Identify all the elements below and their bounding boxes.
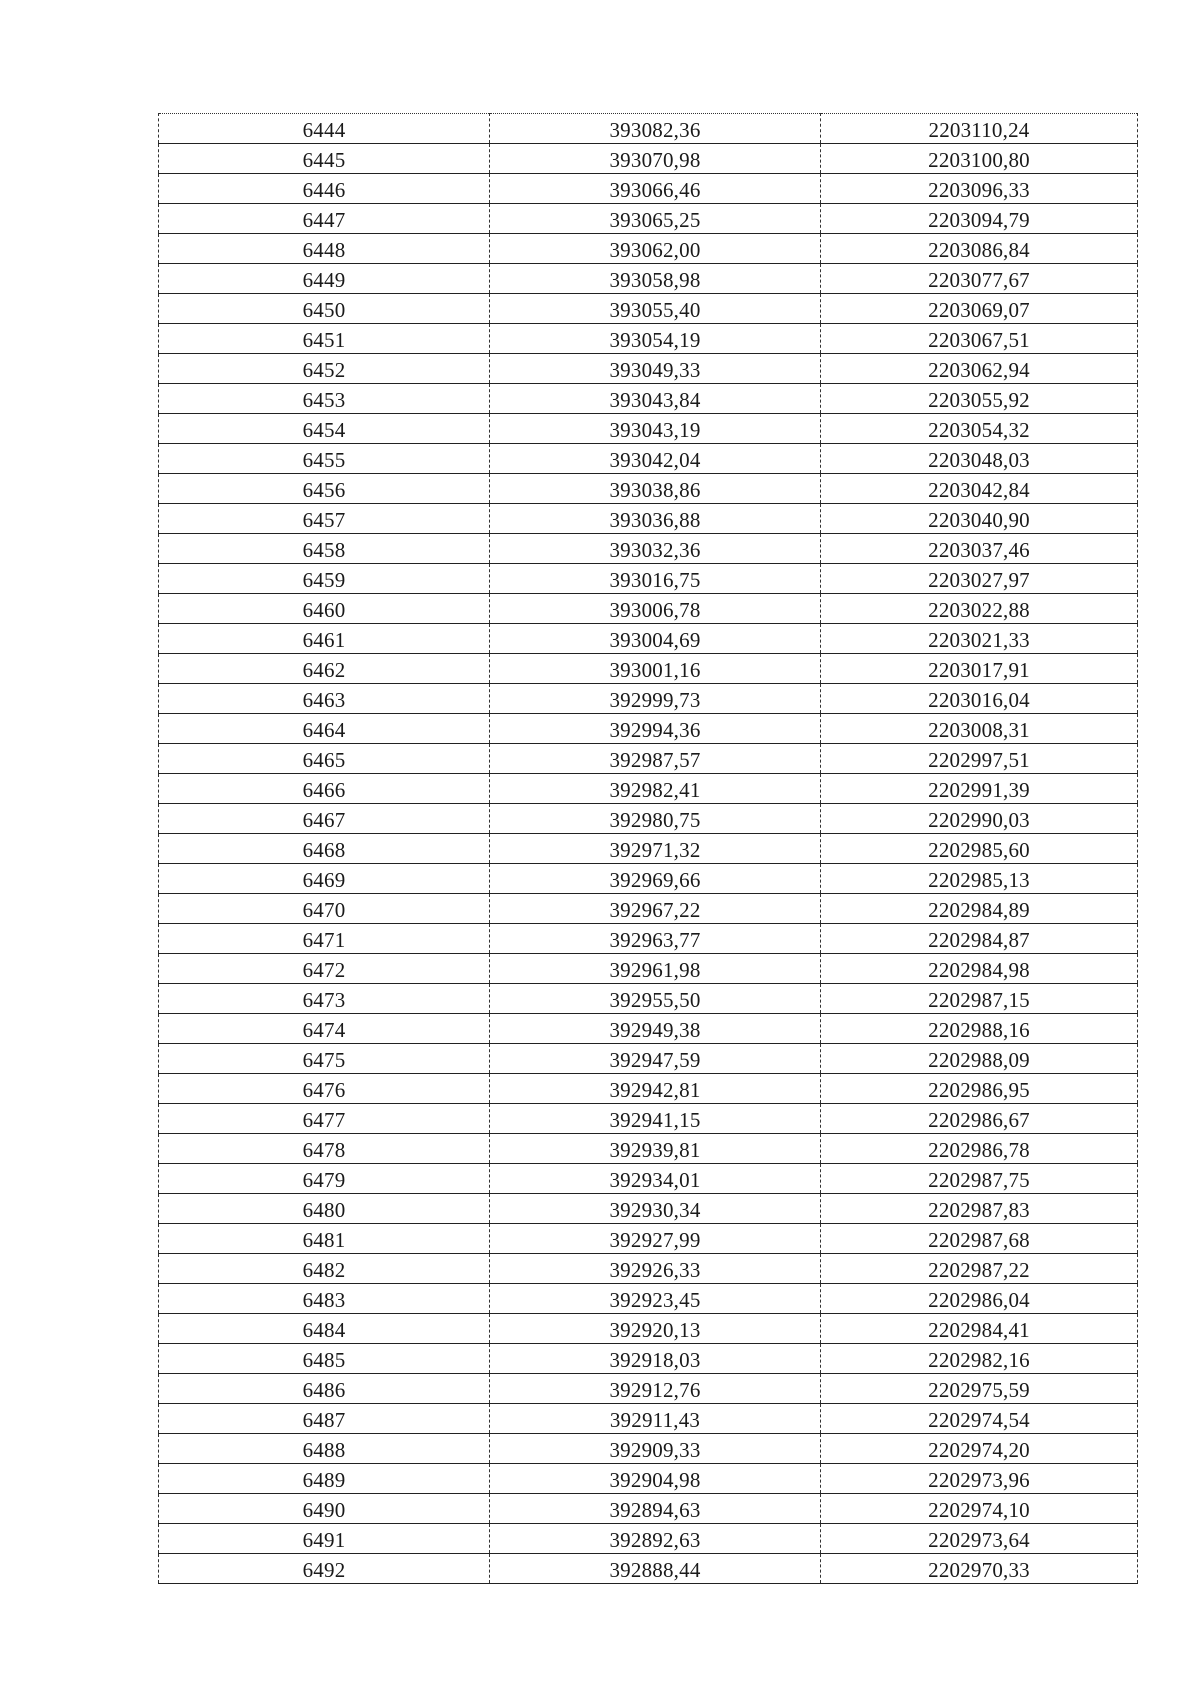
table-row — [159, 1134, 1138, 1164]
y-coordinate-cell: 2203042,84 — [821, 474, 1138, 504]
x-coordinate-cell: 393054,19 — [490, 324, 821, 354]
table-row — [159, 1254, 1138, 1284]
x-coordinate-cell: 392918,03 — [490, 1344, 821, 1374]
point-number-cell: 6488 — [159, 1434, 490, 1464]
table-row — [159, 1194, 1138, 1224]
x-coordinate-cell: 392909,33 — [490, 1434, 821, 1464]
point-number-cell: 6472 — [159, 954, 490, 984]
table-row — [159, 534, 1138, 564]
y-coordinate-cell: 2202970,33 — [821, 1554, 1138, 1584]
y-coordinate-cell: 2202984,41 — [821, 1314, 1138, 1344]
y-coordinate-cell: 2202988,09 — [821, 1044, 1138, 1074]
table-row — [159, 684, 1138, 714]
x-coordinate-cell: 393043,19 — [490, 414, 821, 444]
point-number-cell: 6476 — [159, 1074, 490, 1104]
table-row — [159, 1044, 1138, 1074]
y-coordinate-cell: 2202991,39 — [821, 774, 1138, 804]
x-coordinate-cell: 392888,44 — [490, 1554, 821, 1584]
y-coordinate-cell: 2202990,03 — [821, 804, 1138, 834]
x-coordinate-cell: 393032,36 — [490, 534, 821, 564]
y-coordinate-cell: 2202987,75 — [821, 1164, 1138, 1194]
point-number-cell: 6449 — [159, 264, 490, 294]
table-row — [159, 324, 1138, 354]
point-number-cell: 6483 — [159, 1284, 490, 1314]
table-row — [159, 354, 1138, 384]
y-coordinate-cell: 2202997,51 — [821, 744, 1138, 774]
table-row — [159, 984, 1138, 1014]
table-row — [159, 1224, 1138, 1254]
x-coordinate-cell: 393070,98 — [490, 144, 821, 174]
y-coordinate-cell: 2202986,04 — [821, 1284, 1138, 1314]
x-coordinate-cell: 392926,33 — [490, 1254, 821, 1284]
table-row — [159, 144, 1138, 174]
y-coordinate-cell: 2203055,92 — [821, 384, 1138, 414]
y-coordinate-cell: 2202986,78 — [821, 1134, 1138, 1164]
table-row — [159, 1554, 1138, 1584]
point-number-cell: 6450 — [159, 294, 490, 324]
y-coordinate-cell: 2203077,67 — [821, 264, 1138, 294]
y-coordinate-cell: 2203022,88 — [821, 594, 1138, 624]
table-row — [159, 804, 1138, 834]
point-number-cell: 6462 — [159, 654, 490, 684]
table-row — [159, 744, 1138, 774]
point-number-cell: 6468 — [159, 834, 490, 864]
x-coordinate-cell: 392892,63 — [490, 1524, 821, 1554]
x-coordinate-cell: 392941,15 — [490, 1104, 821, 1134]
y-coordinate-cell: 2202987,83 — [821, 1194, 1138, 1224]
table-row — [159, 1014, 1138, 1044]
x-coordinate-cell: 393058,98 — [490, 264, 821, 294]
y-coordinate-cell: 2203054,32 — [821, 414, 1138, 444]
table-row — [159, 1284, 1138, 1314]
point-number-cell: 6486 — [159, 1374, 490, 1404]
y-coordinate-cell: 2203094,79 — [821, 204, 1138, 234]
x-coordinate-cell: 392911,43 — [490, 1404, 821, 1434]
point-number-cell: 6484 — [159, 1314, 490, 1344]
x-coordinate-cell: 392934,01 — [490, 1164, 821, 1194]
y-coordinate-cell: 2202985,60 — [821, 834, 1138, 864]
table-row — [159, 864, 1138, 894]
table-row — [159, 504, 1138, 534]
table-row — [159, 624, 1138, 654]
x-coordinate-cell: 392923,45 — [490, 1284, 821, 1314]
table-row — [159, 1434, 1138, 1464]
y-coordinate-cell: 2203040,90 — [821, 504, 1138, 534]
y-coordinate-cell: 2203110,24 — [821, 114, 1138, 144]
table-row — [159, 564, 1138, 594]
y-coordinate-cell: 2202973,96 — [821, 1464, 1138, 1494]
table-row — [159, 1404, 1138, 1434]
y-coordinate-cell: 2203021,33 — [821, 624, 1138, 654]
point-number-cell: 6447 — [159, 204, 490, 234]
table-row — [159, 294, 1138, 324]
table-row — [159, 1314, 1138, 1344]
y-coordinate-cell: 2202974,10 — [821, 1494, 1138, 1524]
y-coordinate-cell: 2203027,97 — [821, 564, 1138, 594]
point-number-cell: 6492 — [159, 1554, 490, 1584]
point-number-cell: 6459 — [159, 564, 490, 594]
point-number-cell: 6481 — [159, 1224, 490, 1254]
x-coordinate-cell: 392994,36 — [490, 714, 821, 744]
table-row — [159, 1374, 1138, 1404]
point-number-cell: 6474 — [159, 1014, 490, 1044]
y-coordinate-cell: 2202974,54 — [821, 1404, 1138, 1434]
coordinates-table-body — [159, 114, 1138, 1584]
table-row — [159, 474, 1138, 504]
point-number-cell: 6448 — [159, 234, 490, 264]
x-coordinate-cell: 393062,00 — [490, 234, 821, 264]
point-number-cell: 6467 — [159, 804, 490, 834]
x-coordinate-cell: 393049,33 — [490, 354, 821, 384]
point-number-cell: 6491 — [159, 1524, 490, 1554]
x-coordinate-cell: 392980,75 — [490, 804, 821, 834]
y-coordinate-cell: 2202986,67 — [821, 1104, 1138, 1134]
point-number-cell: 6452 — [159, 354, 490, 384]
table-row — [159, 1524, 1138, 1554]
point-number-cell: 6444 — [159, 114, 490, 144]
x-coordinate-cell: 392949,38 — [490, 1014, 821, 1044]
table-row — [159, 264, 1138, 294]
point-number-cell: 6466 — [159, 774, 490, 804]
table-row — [159, 1494, 1138, 1524]
y-coordinate-cell: 2203096,33 — [821, 174, 1138, 204]
x-coordinate-cell: 392982,41 — [490, 774, 821, 804]
y-coordinate-cell: 2202987,68 — [821, 1224, 1138, 1254]
table-row — [159, 1074, 1138, 1104]
x-coordinate-cell: 393055,40 — [490, 294, 821, 324]
point-number-cell: 6454 — [159, 414, 490, 444]
y-coordinate-cell: 2203048,03 — [821, 444, 1138, 474]
y-coordinate-cell: 2203008,31 — [821, 714, 1138, 744]
table-row — [159, 1164, 1138, 1194]
x-coordinate-cell: 392963,77 — [490, 924, 821, 954]
table-row — [159, 654, 1138, 684]
y-coordinate-cell: 2202986,95 — [821, 1074, 1138, 1104]
x-coordinate-cell: 392930,34 — [490, 1194, 821, 1224]
point-number-cell: 6446 — [159, 174, 490, 204]
table-row — [159, 894, 1138, 924]
y-coordinate-cell: 2203062,94 — [821, 354, 1138, 384]
x-coordinate-cell: 393004,69 — [490, 624, 821, 654]
x-coordinate-cell: 392967,22 — [490, 894, 821, 924]
y-coordinate-cell: 2203017,91 — [821, 654, 1138, 684]
x-coordinate-cell: 393082,36 — [490, 114, 821, 144]
point-number-cell: 6479 — [159, 1164, 490, 1194]
point-number-cell: 6489 — [159, 1464, 490, 1494]
point-number-cell: 6453 — [159, 384, 490, 414]
y-coordinate-cell: 2202987,22 — [821, 1254, 1138, 1284]
y-coordinate-cell: 2202982,16 — [821, 1344, 1138, 1374]
point-number-cell: 6451 — [159, 324, 490, 354]
x-coordinate-cell: 392904,98 — [490, 1464, 821, 1494]
point-number-cell: 6463 — [159, 684, 490, 714]
table-row — [159, 234, 1138, 264]
y-coordinate-cell: 2202984,98 — [821, 954, 1138, 984]
table-row — [159, 714, 1138, 744]
table-row — [159, 774, 1138, 804]
y-coordinate-cell: 2203069,07 — [821, 294, 1138, 324]
x-coordinate-cell: 392969,66 — [490, 864, 821, 894]
y-coordinate-cell: 2203067,51 — [821, 324, 1138, 354]
point-number-cell: 6465 — [159, 744, 490, 774]
point-number-cell: 6457 — [159, 504, 490, 534]
x-coordinate-cell: 392920,13 — [490, 1314, 821, 1344]
y-coordinate-cell: 2203086,84 — [821, 234, 1138, 264]
x-coordinate-cell: 393006,78 — [490, 594, 821, 624]
x-coordinate-cell: 392955,50 — [490, 984, 821, 1014]
y-coordinate-cell: 2202987,15 — [821, 984, 1138, 1014]
point-number-cell: 6445 — [159, 144, 490, 174]
table-row — [159, 174, 1138, 204]
point-number-cell: 6471 — [159, 924, 490, 954]
point-number-cell: 6478 — [159, 1134, 490, 1164]
x-coordinate-cell: 392961,98 — [490, 954, 821, 984]
x-coordinate-cell: 392987,57 — [490, 744, 821, 774]
point-number-cell: 6482 — [159, 1254, 490, 1284]
point-number-cell: 6490 — [159, 1494, 490, 1524]
x-coordinate-cell: 393036,88 — [490, 504, 821, 534]
point-number-cell: 6456 — [159, 474, 490, 504]
x-coordinate-cell: 392971,32 — [490, 834, 821, 864]
coordinates-table — [158, 113, 1138, 1584]
y-coordinate-cell: 2202988,16 — [821, 1014, 1138, 1044]
y-coordinate-cell: 2203100,80 — [821, 144, 1138, 174]
y-coordinate-cell: 2202984,89 — [821, 894, 1138, 924]
y-coordinate-cell: 2202973,64 — [821, 1524, 1138, 1554]
point-number-cell: 6477 — [159, 1104, 490, 1134]
table-row — [159, 1104, 1138, 1134]
y-coordinate-cell: 2203016,04 — [821, 684, 1138, 714]
x-coordinate-cell: 393001,16 — [490, 654, 821, 684]
x-coordinate-cell: 393016,75 — [490, 564, 821, 594]
point-number-cell: 6469 — [159, 864, 490, 894]
x-coordinate-cell: 393042,04 — [490, 444, 821, 474]
point-number-cell: 6455 — [159, 444, 490, 474]
point-number-cell: 6473 — [159, 984, 490, 1014]
table-row — [159, 414, 1138, 444]
table-row — [159, 444, 1138, 474]
table-row — [159, 384, 1138, 414]
table-row — [159, 924, 1138, 954]
point-number-cell: 6458 — [159, 534, 490, 564]
table-row — [159, 834, 1138, 864]
point-number-cell: 6480 — [159, 1194, 490, 1224]
y-coordinate-cell: 2202984,87 — [821, 924, 1138, 954]
point-number-cell: 6461 — [159, 624, 490, 654]
point-number-cell: 6464 — [159, 714, 490, 744]
y-coordinate-cell: 2202975,59 — [821, 1374, 1138, 1404]
x-coordinate-cell: 393066,46 — [490, 174, 821, 204]
x-coordinate-cell: 392927,99 — [490, 1224, 821, 1254]
x-coordinate-cell: 393038,86 — [490, 474, 821, 504]
x-coordinate-cell: 392939,81 — [490, 1134, 821, 1164]
x-coordinate-cell: 392999,73 — [490, 684, 821, 714]
y-coordinate-cell: 2202985,13 — [821, 864, 1138, 894]
x-coordinate-cell: 392912,76 — [490, 1374, 821, 1404]
point-number-cell: 6460 — [159, 594, 490, 624]
x-coordinate-cell: 392942,81 — [490, 1074, 821, 1104]
x-coordinate-cell: 392894,63 — [490, 1494, 821, 1524]
y-coordinate-cell: 2202974,20 — [821, 1434, 1138, 1464]
y-coordinate-cell: 2203037,46 — [821, 534, 1138, 564]
table-row — [159, 204, 1138, 234]
point-number-cell: 6487 — [159, 1404, 490, 1434]
table-row — [159, 1464, 1138, 1494]
point-number-cell: 6485 — [159, 1344, 490, 1374]
point-number-cell: 6475 — [159, 1044, 490, 1074]
x-coordinate-cell: 393065,25 — [490, 204, 821, 234]
table-row — [159, 954, 1138, 984]
table-row — [159, 594, 1138, 624]
table-row — [159, 1344, 1138, 1374]
x-coordinate-cell: 393043,84 — [490, 384, 821, 414]
point-number-cell: 6470 — [159, 894, 490, 924]
table-row — [159, 114, 1138, 144]
x-coordinate-cell: 392947,59 — [490, 1044, 821, 1074]
